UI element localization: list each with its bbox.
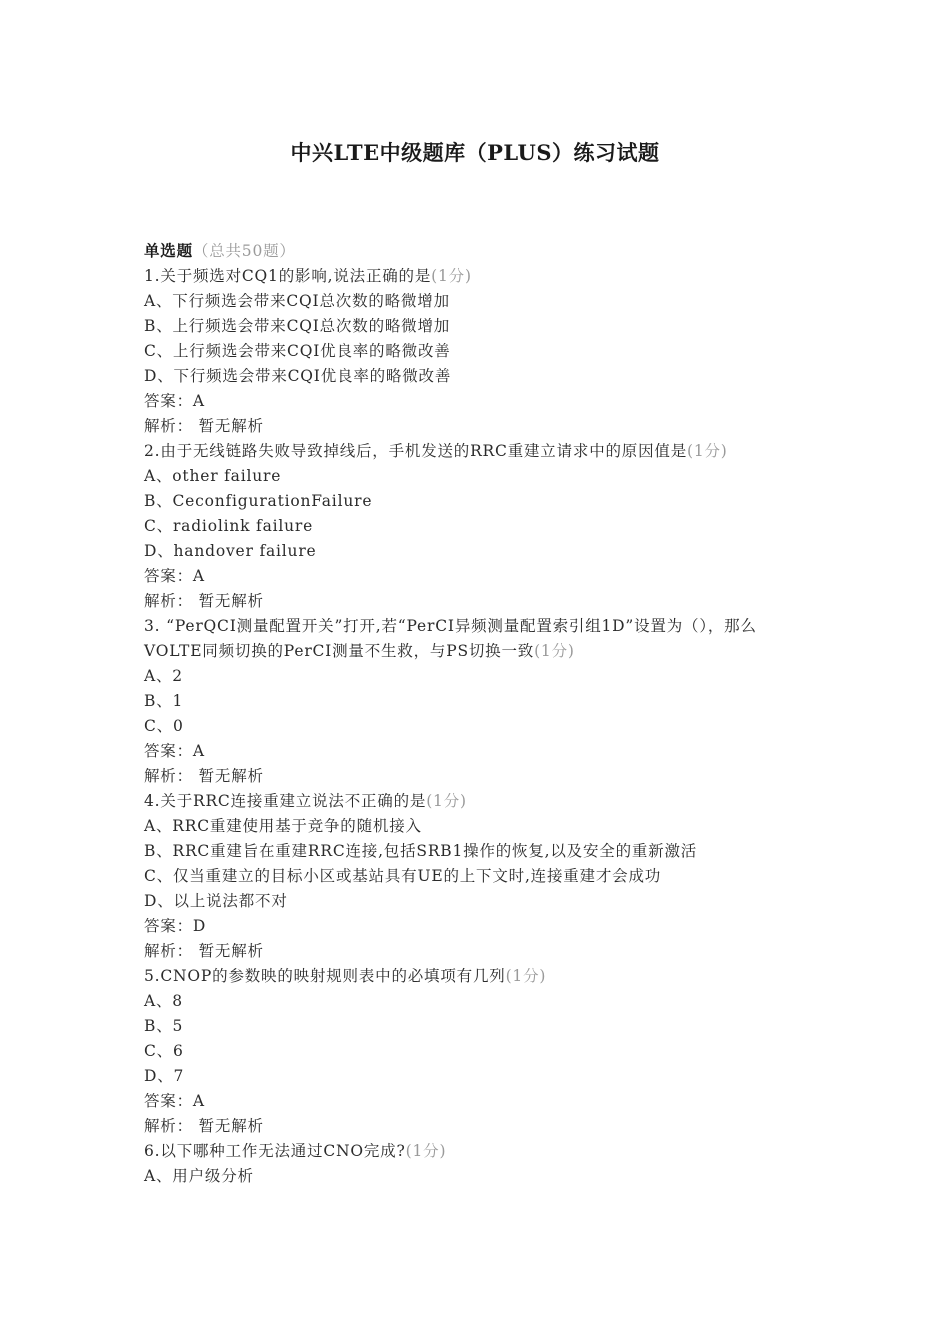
option-d: D、7 (144, 1067, 185, 1085)
option-a: A、8 (144, 992, 183, 1010)
question-3 (144, 614, 794, 789)
option-d: D、handover failure (144, 542, 317, 560)
analysis: 解析： 暂无解析 (144, 592, 264, 610)
option-b: B、1 (144, 692, 184, 710)
question-stem (144, 439, 794, 464)
question-score: (1分) (431, 267, 472, 285)
question-score: (1分) (534, 642, 575, 660)
question-text: 1.关于频选对CQ1的影响,说法正确的是 (144, 267, 432, 285)
section-header (144, 238, 794, 264)
option-a: A、下行频选会带来CQI总次数的略微增加 (144, 292, 450, 310)
option-c: C、6 (144, 1042, 184, 1060)
question-stem (144, 964, 794, 989)
option-d: D、以上说法都不对 (144, 892, 288, 910)
analysis: 解析： 暂无解析 (144, 1117, 264, 1135)
answer: 答案：A (144, 567, 205, 585)
question-5 (144, 964, 794, 1139)
question-text: 5.CNOP的参数映的映射规则表中的必填项有几列 (144, 967, 506, 985)
answer: 答案：D (144, 917, 207, 935)
answer: 答案：A (144, 1092, 205, 1110)
option-a: A、RRC重建使用基于竞争的随机接入 (144, 817, 422, 835)
question-text: 2.由于无线链路失败导致掉线后，手机发送的RRC重建立请求中的原因值是 (144, 442, 687, 460)
option-c: C、0 (144, 717, 184, 735)
page-title: 中兴LTE中级题库（PLUS）练习试题 (290, 140, 660, 165)
question-2 (144, 439, 794, 614)
option-b: B、5 (144, 1017, 184, 1035)
option-c: C、radiolink failure (144, 517, 314, 535)
option-c: C、上行频选会带来CQI优良率的略微改善 (144, 342, 451, 360)
answer: 答案：A (144, 392, 205, 410)
answer: 答案：A (144, 742, 205, 760)
option-b: B、CeconfigurationFailure (144, 492, 373, 510)
option-c: C、仅当重建立的目标小区或基站具有UE的上下文时,连接重建才会成功 (144, 867, 662, 885)
option-a: A、other failure (144, 467, 282, 485)
section-count: （总共50题） (192, 242, 296, 260)
question-text: 3. “PerQCI测量配置开关”打开,若“PerCI异频测量配置索引组1D”设置为（），那么VOLTE同频切换的PerCI测量不生救，与PS切换一致 (144, 617, 757, 660)
analysis: 解析： 暂无解析 (144, 767, 264, 785)
analysis: 解析： 暂无解析 (144, 417, 264, 435)
question-score: (1分) (687, 442, 728, 460)
option-a: A、2 (144, 667, 183, 685)
question-1 (144, 264, 794, 439)
question-stem (144, 789, 794, 814)
question-score: (1分) (426, 792, 467, 810)
question-stem (144, 264, 794, 289)
question-4 (144, 789, 794, 964)
question-score: (1分) (405, 1142, 447, 1160)
question-list (144, 238, 794, 1189)
question-stem (144, 614, 794, 664)
analysis: 解析： 暂无解析 (144, 942, 264, 960)
option-b: B、RRC重建旨在重建RRC连接,包括SRB1操作的恢复,以及安全的重新激活 (144, 842, 698, 860)
option-d: D、下行频选会带来CQI优良率的略微改善 (144, 367, 452, 385)
section-heading: 单选题 (144, 241, 193, 260)
question-score: (1分) (505, 967, 547, 985)
question-text: 4.关于RRC连接重建立说法不正确的是 (144, 792, 427, 810)
question-text: 6.以下哪种工作无法通过CNO完成? (144, 1142, 406, 1160)
option-a: A、用户级分析 (144, 1167, 254, 1185)
question-stem (144, 1139, 794, 1164)
question-6 (144, 1139, 794, 1189)
option-b: B、上行频选会带来CQI总次数的略微增加 (144, 317, 451, 335)
